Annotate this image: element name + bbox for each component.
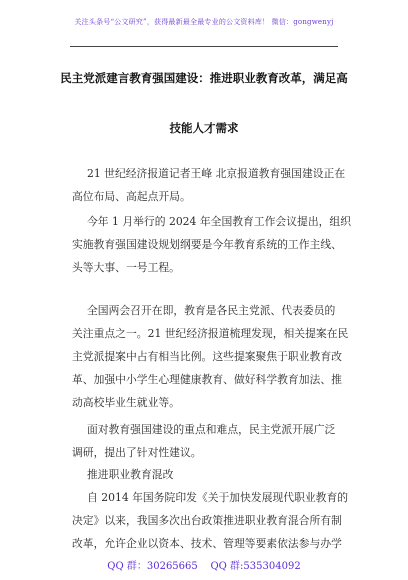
footer-qq-groups: [0, 557, 408, 572]
paragraph-conference: [72, 210, 352, 279]
paragraph-line: 头等大事、一号工程。: [72, 261, 180, 274]
paragraph-line: 调研，提出了针对性建议。: [72, 446, 202, 459]
paragraph-line: 实施教育强国建设规划纲要是今年教育系统的工作主线、: [72, 238, 342, 251]
article-title-line-2: 技能人才需求: [169, 121, 239, 135]
header-banner: 关注头条号“公文研究”，获得最新最全最专业的公文资料库！ 微信：gongwenyj: [74, 18, 334, 26]
paragraph-line: 改革，允许企业以资本、技术、管理等要素依法参与办学: [72, 537, 342, 550]
paragraph-line: 动高校毕业生就业等。: [72, 396, 180, 409]
section-heading: [72, 463, 340, 486]
footer-qq-group-2: QQ 群:535304092: [210, 561, 301, 572]
paragraph-intro: [72, 162, 346, 208]
paragraph-line: 今年 1 月举行的 2024 年全国教育工作会议提出，组织: [87, 215, 352, 228]
paragraph-research: [72, 418, 340, 464]
paragraph-line: 革、加强中小学生心理健康教育、做好科学教育加法、推: [72, 373, 342, 386]
paragraph-line: 决定》以来，我国多次出台政策推进职业教育混合所有制: [72, 514, 342, 527]
article-title-line-1: 民主党派建言教育强国建设：推进职业教育改革，满足高: [60, 71, 348, 85]
header-divider: [70, 46, 338, 47]
paragraph-line: 高位布局、高起点开局。: [72, 190, 191, 203]
paragraph-line: 全国两会召开在即，教育是各民主党派、代表委员的: [87, 304, 336, 317]
footer-qq-group-1: QQ 群：30265665: [107, 561, 198, 572]
paragraph-line: 主党派提案中占有相当比例。这些提案聚焦于职业教育改: [72, 350, 342, 363]
paragraph-vocational-reform: [72, 486, 349, 555]
paragraph-line: 关注重点之一。21 世纪经济报道梳理发现，相关提案在民: [72, 327, 349, 340]
section-heading-text: 推进职业教育混改: [87, 468, 174, 481]
paragraph-line: 自 2014 年国务院印发《关于加快发展现代职业教育的: [87, 491, 349, 504]
paragraph-line: 面对教育强国建设的重点和难点，民主党派开展广泛: [87, 423, 336, 436]
paragraph-line: 21 世纪经济报道记者王峰 北京报道教育强国建设正在: [87, 167, 346, 180]
paragraph-two-sessions: [72, 299, 349, 414]
